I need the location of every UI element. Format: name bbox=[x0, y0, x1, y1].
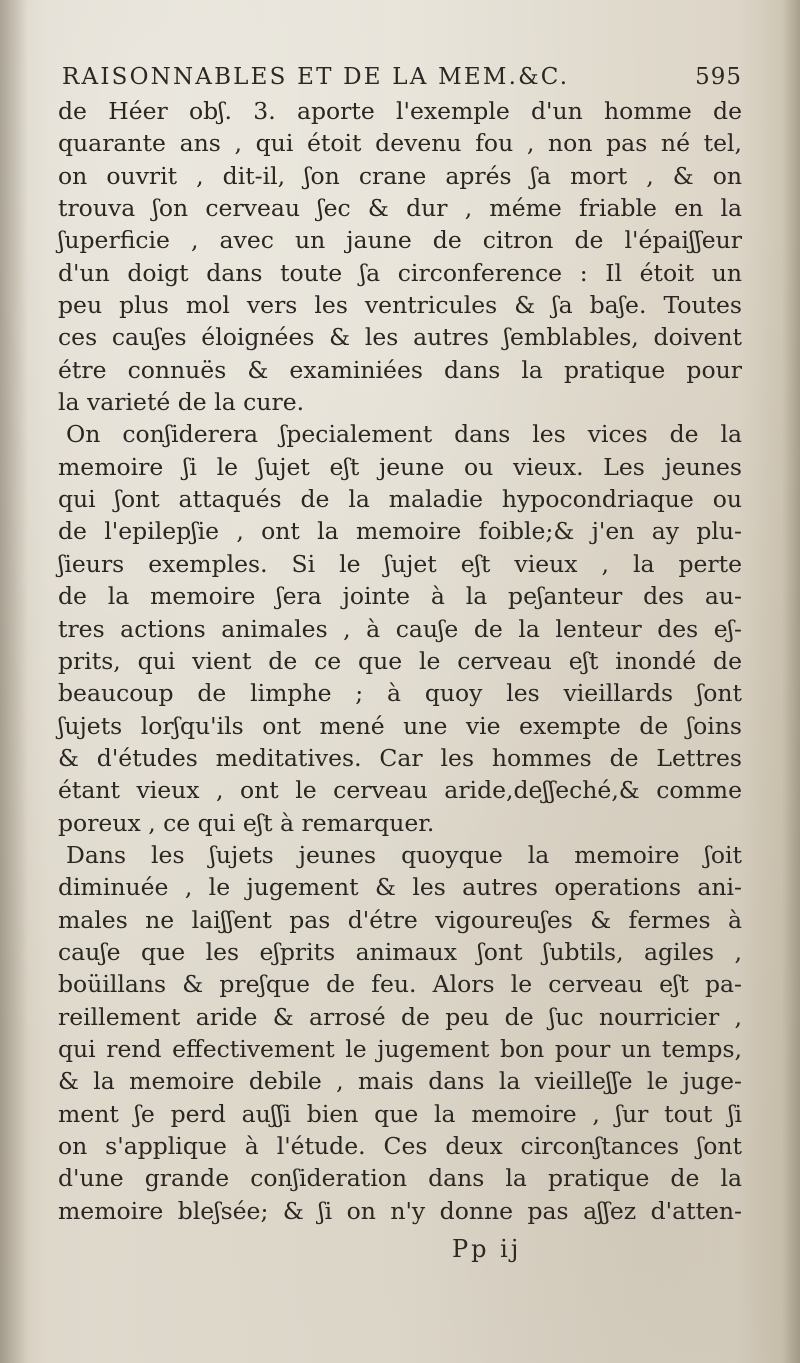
text-line: de Héer obʃ. 3. aporte l'exemple d'un homme de bbox=[58, 97, 742, 125]
running-title: RAISONNABLES ET DE LA MEM.&C. bbox=[62, 64, 570, 90]
paragraph-start-line: Dans les ʃujets jeunes quoyque la memoire ʃoit bbox=[66, 840, 742, 869]
text-line: on ouvrit , dit-il, ʃon crane aprés ʃa mort , & on bbox=[58, 161, 742, 190]
page-number: 595 bbox=[695, 64, 742, 90]
text-line: ʃieurs exemples. Si le ʃujet eʃt vieux , la perte bbox=[58, 549, 742, 578]
text-line: quarante ans , qui étoit devenu fou , non pas né tel, bbox=[58, 129, 742, 158]
text-line: tres actions animales , à cauʃe de la lenteur des eʃ- bbox=[58, 614, 742, 643]
text-line: males ne laiʃʃent pas d'étre vigoureuʃes & fermes à bbox=[58, 905, 742, 934]
text-line: on s'applique à l'étude. Ces deux circonʃtances ʃont bbox=[58, 1132, 742, 1160]
text-line: prits, qui vient de ce que le cerveau eʃt inondé de bbox=[58, 646, 742, 675]
text-line: memoire ʃi le ʃujet eʃt jeune ou vieux. Les jeunes bbox=[58, 452, 742, 481]
text-line: ʃuperficie , avec un jaune de citron de l'épaiʃʃeur bbox=[58, 226, 742, 255]
text-line: étant vieux , ont le cerveau aride,deʃʃeché,& comme bbox=[58, 776, 742, 805]
text-line: qui rend effectivement le jugement bon pour un temps, bbox=[58, 1034, 742, 1063]
text-line: ment ʃe perd auʃʃi bien que la memoire , ʃur tout ʃi bbox=[58, 1099, 742, 1128]
paragraph-end-line: poreux , ce qui eʃt à remarquer. bbox=[58, 808, 435, 837]
text-line: boüillans & preʃque de feu. Alors le cerveau eʃt pa- bbox=[58, 970, 742, 999]
text-line: diminuée , le jugement & les autres operations ani- bbox=[58, 873, 742, 902]
text-line: d'un doigt dans toute ʃa circonference : Il étoit un bbox=[58, 258, 742, 287]
text-line: ʃujets lorʃqu'ils ont mené une vie exempte de ʃoins bbox=[58, 711, 742, 740]
text-line: de l'epilepʃie , ont la memoire foible;& j'en ay plu- bbox=[58, 517, 742, 546]
text-line: ces cauʃes éloignées & les autres ʃemblables, doivent bbox=[58, 323, 742, 352]
body-text bbox=[58, 95, 742, 1227]
text-line: & d'études meditatives. Car les hommes de Lettres bbox=[58, 743, 742, 772]
text-line: reillement aride & arrosé de peu de ʃuc nourricier , bbox=[58, 1002, 742, 1031]
text-line: de la memoire ʃera jointe à la peʃanteur des au- bbox=[58, 582, 742, 611]
paragraph-start-line: On conʃiderera ʃpecialement dans les vices de la bbox=[66, 420, 742, 449]
paragraph-end-line: la varieté de la cure. bbox=[58, 388, 305, 417]
text-line: d'une grande conʃideration dans la pratique de la bbox=[58, 1164, 742, 1193]
running-header bbox=[62, 64, 742, 90]
text-line: peu plus mol vers les ventricules & ʃa baʃe. Toutes bbox=[58, 291, 742, 320]
text-line: beaucoup de limphe ; à quoy les vieillards ʃont bbox=[58, 679, 742, 708]
text-line: qui ʃont attaqués de la maladie hypocondriaque ou bbox=[58, 485, 742, 514]
text-line: memoire bleʃsée; & ʃi on n'y donne pas aʃʃez d'atten- bbox=[58, 1196, 742, 1225]
text-line: & la memoire debile , mais dans la vieilleʃʃe le juge- bbox=[58, 1067, 742, 1096]
text-line: trouva ʃon cerveau ʃec & dur , méme friable en la bbox=[58, 194, 742, 223]
text-line: cauʃe que les eʃprits animaux ʃont ʃubtils, agiles , bbox=[58, 937, 742, 966]
signature-mark: Pp ij bbox=[452, 1235, 522, 1263]
text-line: étre connuës & examiniées dans la pratique pour bbox=[58, 355, 742, 384]
